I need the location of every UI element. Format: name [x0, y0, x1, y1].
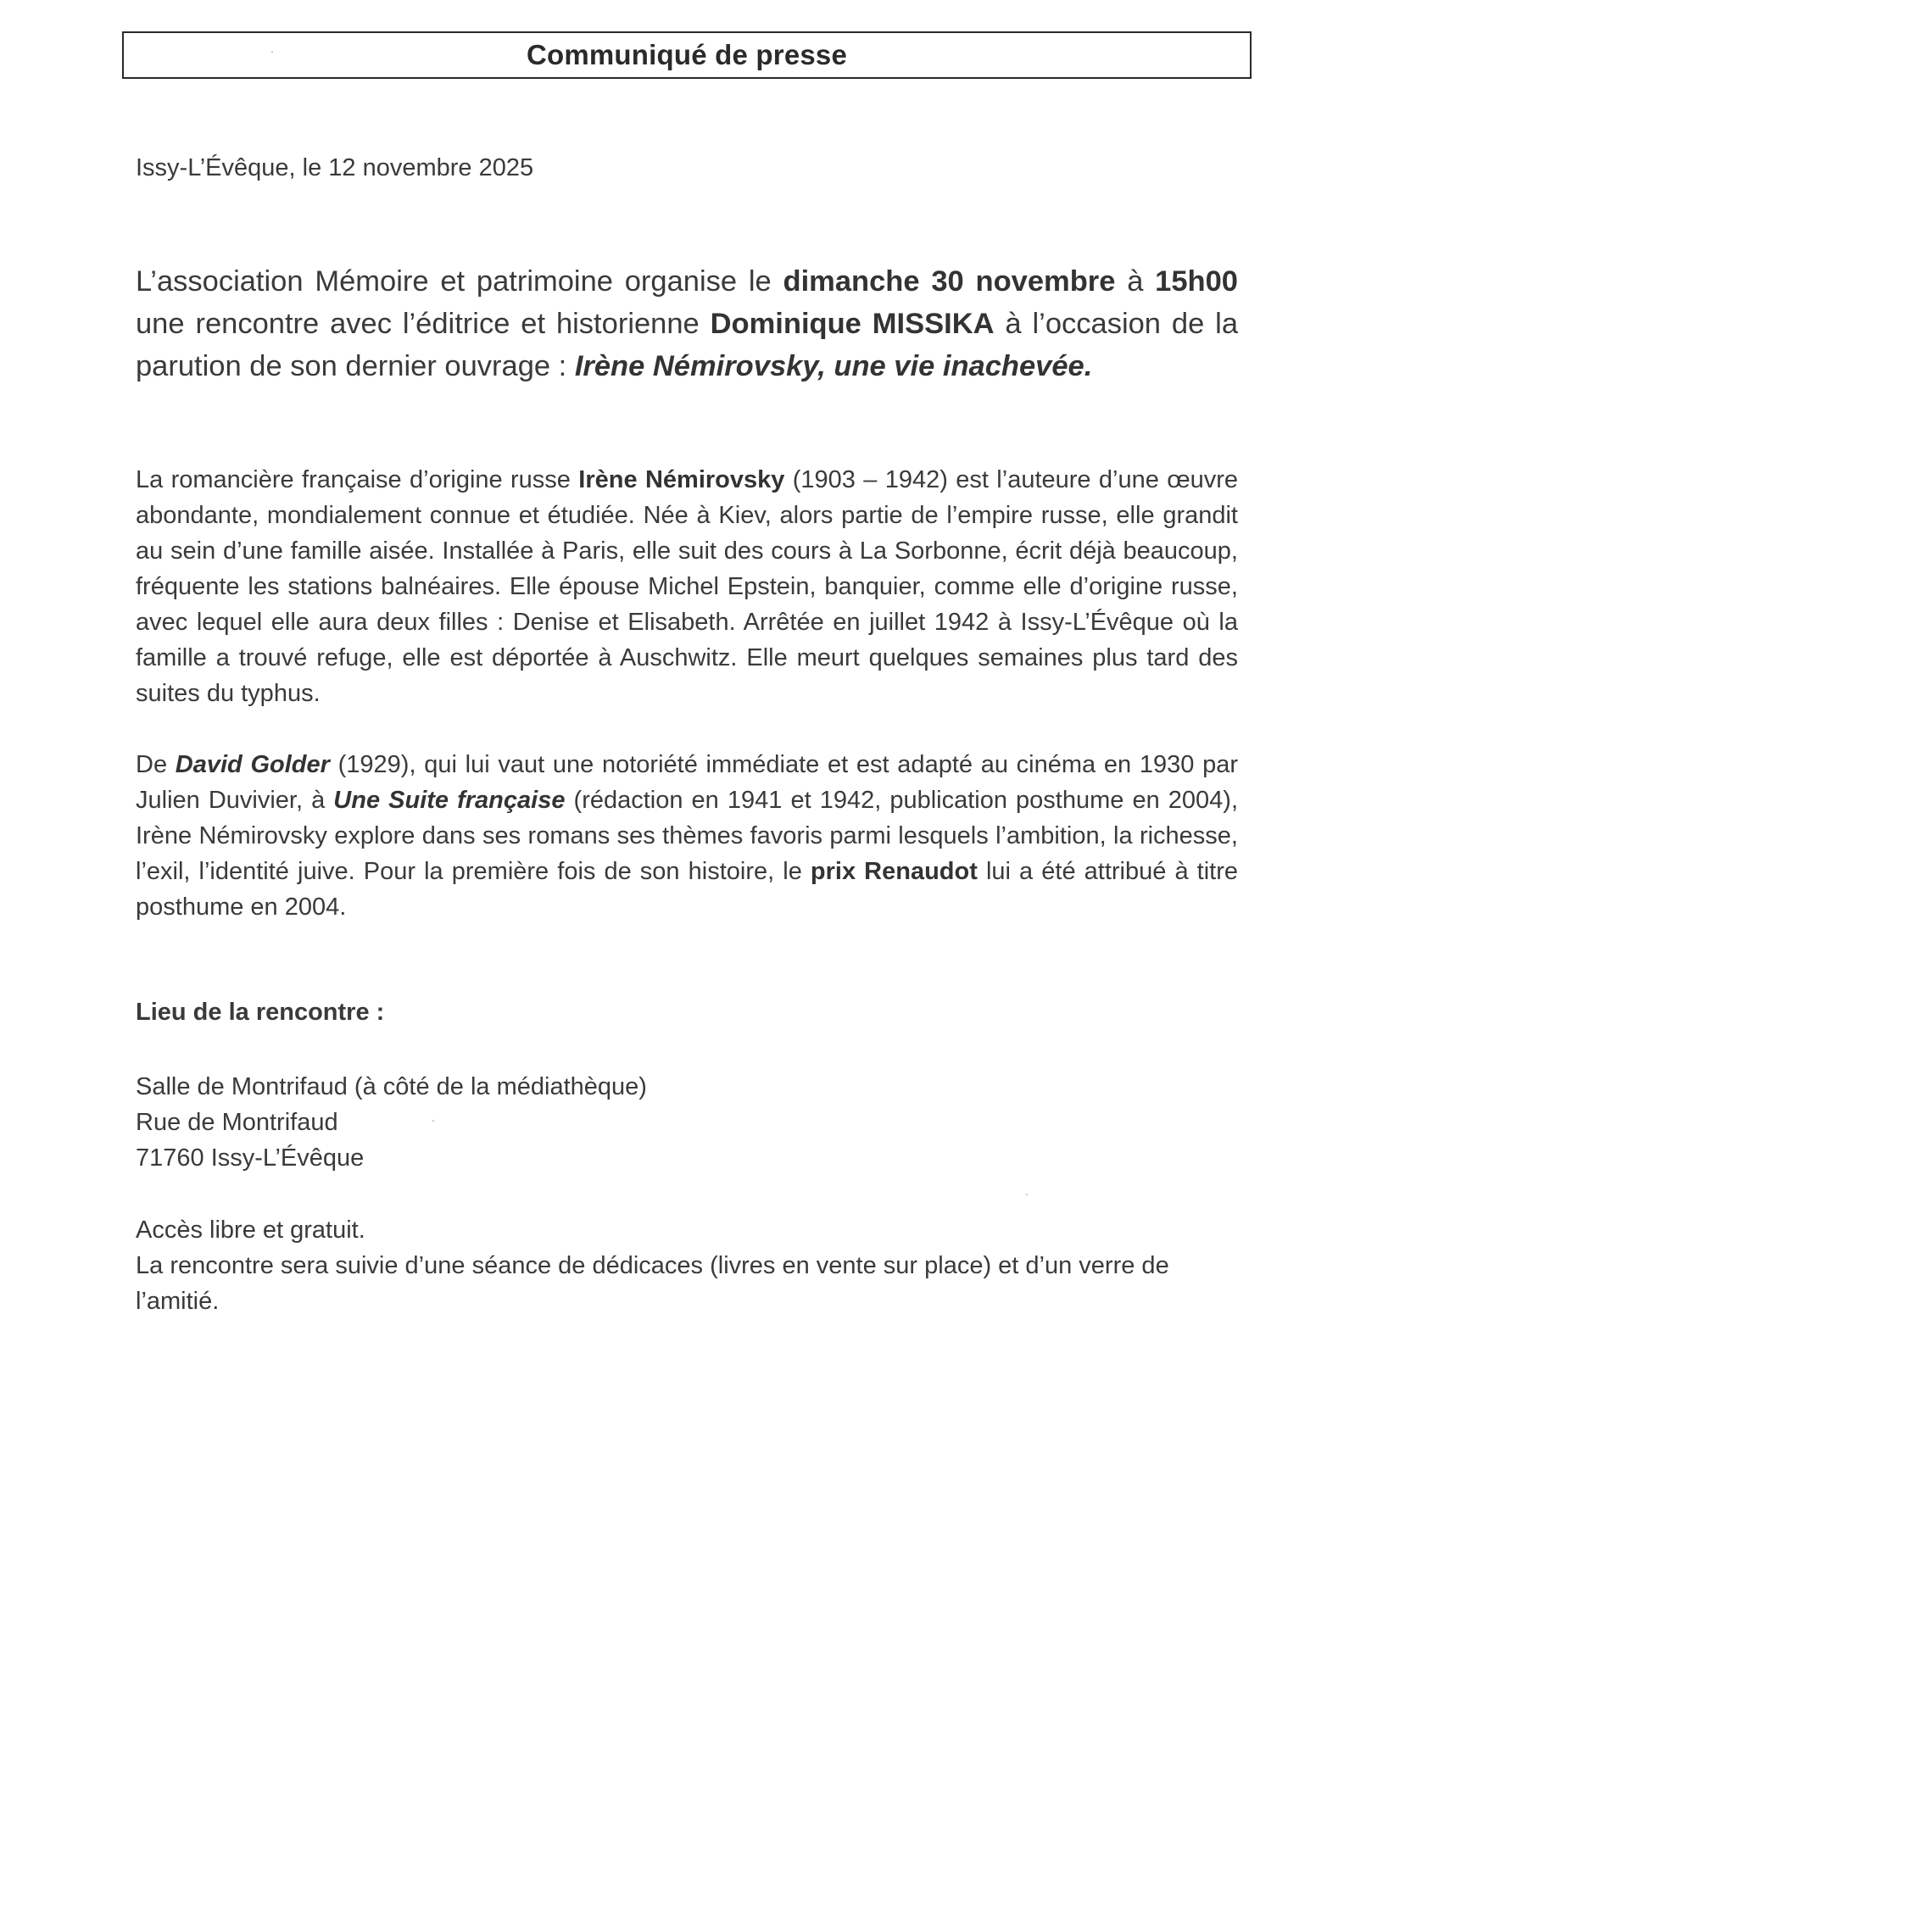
event-date: dimanche 30 novembre [783, 265, 1116, 298]
access-line-free: Accès libre et gratuit. [136, 1217, 365, 1244]
bio-text-2: (1903 – 1942) est l’auteure d’une œuvre abondante, mondialement connue et étudiée. Née à Kiev, alors partie de l’empire russe, elle grandit au sein d’une famille aisée. Installée à Paris, elle suit des cours à La Sorbonne, écrit déjà beaucoup, fréquente les stations balnéaires. Elle épouse Michel Epstein, banquier, comme elle d’origine russe, avec lequel elle aura deux filles : Denise et Elisabeth. Arrêtée en juillet 1942 à Issy-L’Évêque où la famille a trouvé refuge, elle est déportée à Auschwitz. Elle meurt quelques semaines plus tard des suites du typhus. [136, 466, 1238, 707]
event-time: 15h00 [1155, 265, 1238, 298]
bio-text-1: La romancière française d’origine russe [136, 466, 579, 493]
dateline: Issy-L’Évêque, le 12 novembre 2025 [136, 154, 534, 181]
venue-heading: Lieu de la rencontre : [136, 999, 385, 1026]
address-line: 71760 Issy-L’Évêque [136, 1144, 365, 1172]
intro-text-1: L’association Mémoire et patrimoine organise le [136, 265, 783, 298]
prize-name: prix Renaudot [810, 858, 978, 885]
access-line-signing: La rencontre sera suivie d’une séance de dédicaces (livres en vente sur place) et d’un verre de l’amitié. [136, 1252, 1169, 1315]
work-title-david-golder: David Golder [175, 751, 330, 778]
intro-text-5: . [1084, 350, 1093, 382]
press-release-page [0, 0, 1325, 1329]
author-name: Irène Némirovsky [578, 466, 785, 493]
intro-text-2: à [1115, 265, 1156, 298]
works-text-1: De [136, 751, 176, 778]
biography-paragraph [136, 462, 1238, 711]
works-text-3: (rédaction en 1941 et 1942, publication posthume en 2004), Irène Némirovsky explore dans ses romans ses thèmes favoris parmi lesquels l’ambition, la richesse, l’exil, l’identité juive. Pour la première fois de son histoire, le [136, 787, 1239, 885]
book-title: Irène Némirovsky, une vie inachevée [574, 350, 1084, 382]
venue-address [136, 1069, 647, 1176]
address-line: Salle de Montrifaud (à côté de la médiathèque) [136, 1073, 647, 1100]
work-title-suite-francaise: Une Suite française [333, 787, 566, 814]
title-box [122, 31, 1252, 79]
works-text-2: (1929), qui lui vaut une notoriété immédiate et est adapté au cinéma en 1930 par Julien Duvivier, à [136, 751, 1238, 814]
intro-text-3: une rencontre avec l’éditrice et historienne [136, 308, 711, 340]
intro-text-4: à l’occasion de la parution de son dernier ouvrage : [136, 308, 1239, 382]
speaker-name: Dominique MISSIKA [710, 308, 995, 340]
scan-speck [271, 51, 273, 53]
page-title: Communiqué de presse [526, 39, 848, 70]
access-info [136, 1212, 1238, 1319]
works-paragraph [136, 747, 1238, 925]
address-line: Rue de Montrifaud [136, 1109, 338, 1136]
intro-paragraph [136, 260, 1238, 387]
scan-speck [432, 1120, 434, 1122]
scan-speck [1026, 1194, 1028, 1195]
works-text-4: lui a été attribué à titre posthume en 2004. [136, 858, 1238, 921]
